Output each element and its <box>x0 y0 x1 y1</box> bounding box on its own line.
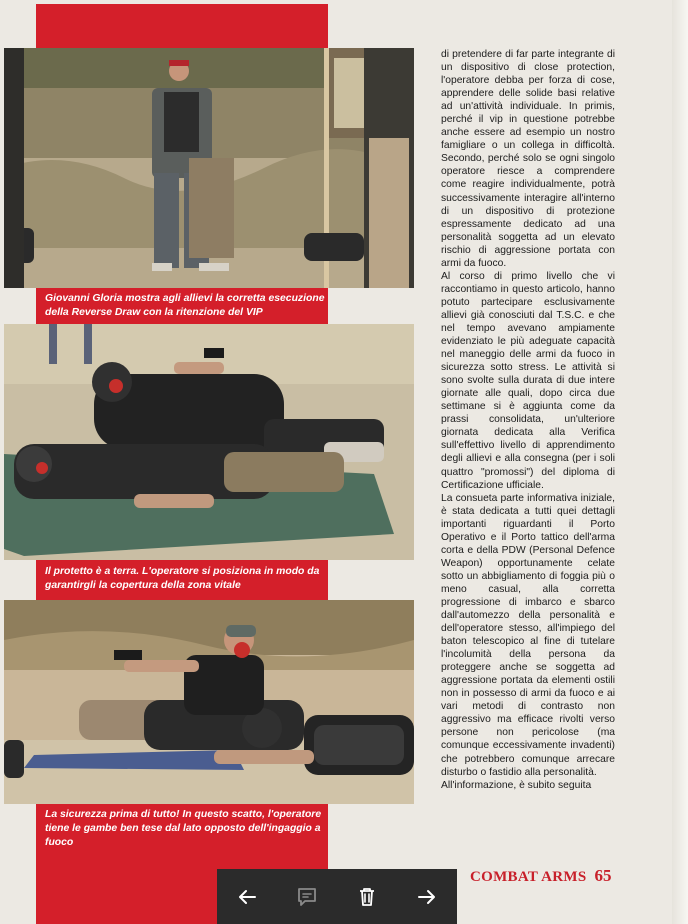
arrow-right-icon <box>415 885 439 909</box>
previous-button[interactable] <box>227 877 267 917</box>
caption-photo-2: Il protetto è a terra. L'operatore si posiziona in modo da garantirgli la copertura della zona vitale <box>45 566 320 591</box>
arrow-left-icon <box>235 885 259 909</box>
photo-safety-first <box>4 600 414 804</box>
article-paragraph: La consueta parte informativa iniziale, è stata dedicata a tutti quei dettagli importanti riguardanti il Porto Operativo e il Porto tattico dell'arma corta e della PDW (Personal Defence Weapon) opportunamente celate sotto un abbigliamento di foggia più o meno casual, alla corretta progressione di imbarco e sbarco dall'automezzo della personalità e dell'operatore stesso, all'impiego del baton telescopico al fine di tutelare l'incolumità della persona da proteggere anche se soggetta ad aggressione portata da elementi ostili non in possesso di armi da fuoco e ai vari metodi di contrasto non aggressivo ma efficace rivolti verso persone non pericolose (ma comunque eccessivamente invadenti) che potrebbero comunque arrecare disturbo o fastidio alla personalità. <box>441 492 615 778</box>
page-edge <box>672 0 688 924</box>
comment-icon <box>295 885 319 909</box>
photo-ground-cover <box>4 324 414 560</box>
page-folio <box>470 866 620 886</box>
article-paragraph: Al corso di primo livello che vi raccontiamo in questo articolo, hanno potuto partecipare esclusivamente allievi già conosciuti dal T.S.C. e che nel tempo avevano ampiamente evidenziato le più adeguate capacità nel maneggio delle armi da fuoco in sicurezza sotto stress. Le attività si sono svolte sulla durata di due intere giornate alle quali, dopo circa due settimane si è aggiunta come da prassi consolidata, un'ulteriore giornata dedicata alla Verifica sull'effettivo livello di apprendimento degli allievi e alla consegna (per i soli quattro "promossi") del diploma di Certificazione ufficiale. <box>441 270 615 491</box>
trash-icon <box>355 885 379 909</box>
red-header-band <box>36 4 328 48</box>
caption-photo-1: Giovanni Gloria mostra agli allievi la corretta esecuzione della Reverse Draw con la ritenzione del VIP <box>45 293 325 318</box>
page-number: 65 <box>594 866 612 885</box>
viewer-toolbar <box>217 869 457 924</box>
article-text-column <box>441 48 615 792</box>
next-button[interactable] <box>407 877 447 917</box>
photo-reverse-draw <box>4 48 414 288</box>
comment-button[interactable] <box>287 877 327 917</box>
caption-photo-3: La sicurezza prima di tutto! In questo scatto, l'operatore tiene le gambe ben tese dal lato opposto dell'ingaggio a fuoco <box>45 809 322 848</box>
delete-button[interactable] <box>347 877 387 917</box>
magazine-name: COMBAT ARMS <box>470 869 587 885</box>
article-paragraph: di pretendere di far parte integrante di un dispositivo di close protection, l'operatore debba per forza di cose, apprendere delle solide basi relative ad un'attività individuale. In primis, perché il vip in questione potrebbe anche essere ad esempio un nostro famigliare o un collega in difficoltà. Secondo, perché solo se ogni singolo operatore riesce a comprendere come reagire individualmente, potrà successivamente interagire all'interno di un dispositivo di protezione espressamente dedicato ad una personalità soggetta ad un elevato rischio di aggressione portata con armi da fuoco. <box>441 49 615 269</box>
article-paragraph: All'informazione, è subito seguita <box>441 779 592 791</box>
